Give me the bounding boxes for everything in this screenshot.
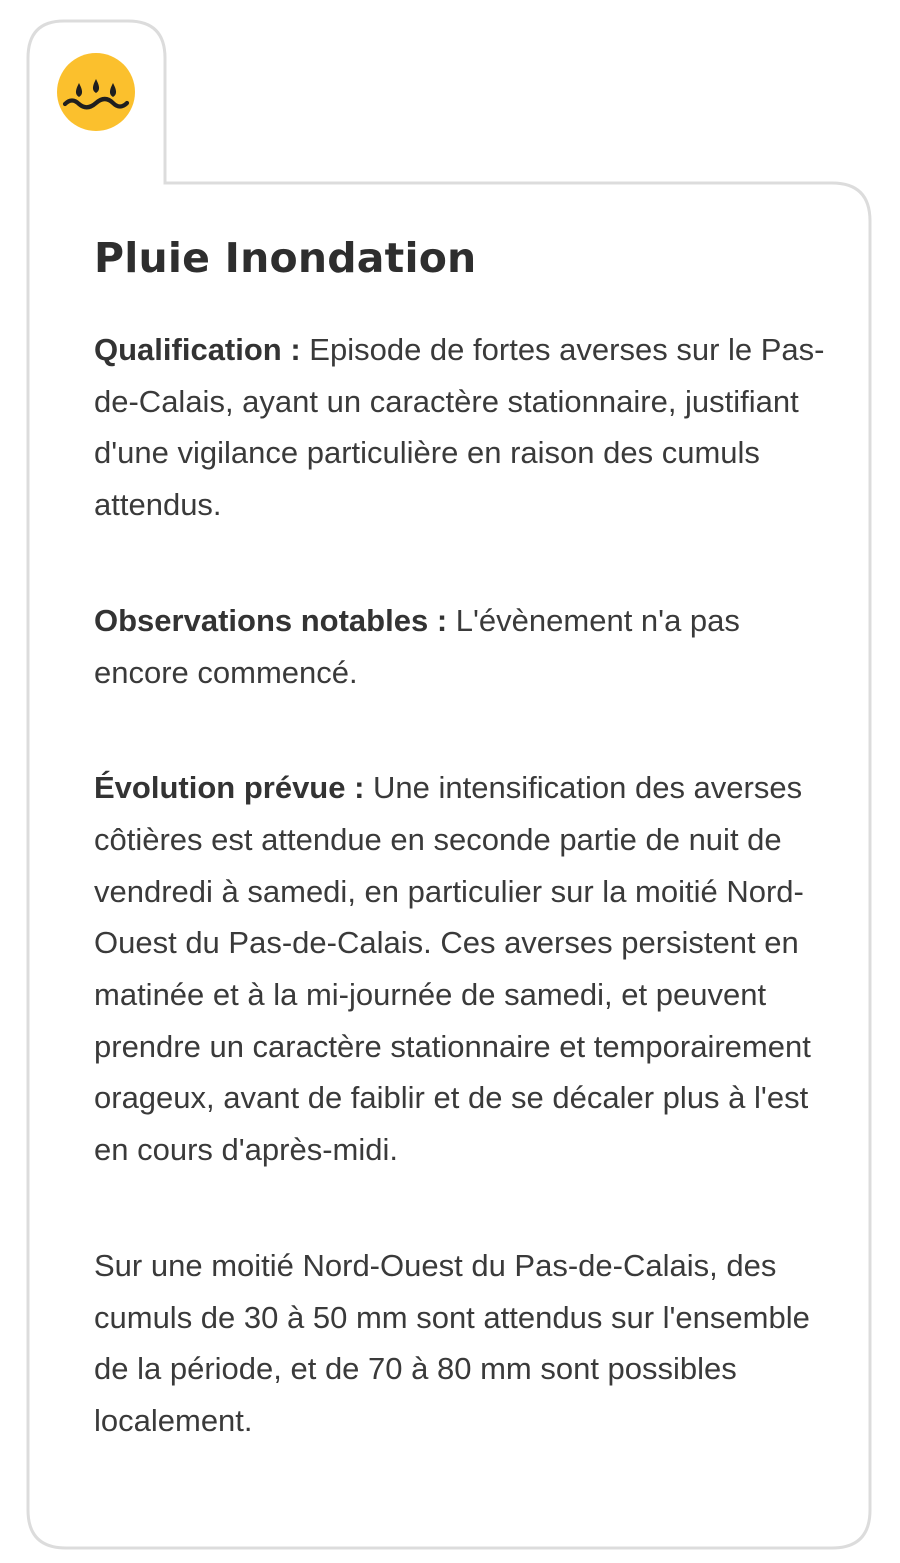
card-content xyxy=(94,228,834,1447)
qualification-paragraph xyxy=(94,324,834,531)
evolution-label: Évolution prévue : xyxy=(94,770,374,806)
card-title: Pluie Inondation xyxy=(94,234,477,282)
observations-text: L'évènement n'a pas encore commencé. xyxy=(94,602,740,690)
evolution-paragraph xyxy=(94,762,834,1176)
qualification-text: Episode de fortes averses sur le Pas-de-Calais, ayant un caractère stationnaire, justifiant d'une vigilance particulière en raison des cumuls attendus. xyxy=(94,332,825,523)
observations-label: Observations notables : xyxy=(94,602,456,638)
cumuls-paragraph: Sur une moitié Nord-Ouest du Pas-de-Calais, des cumuls de 30 à 50 mm sont attendus sur l'ensemble de la période, et de 70 à 80 mm sont possibles localement. xyxy=(94,1247,810,1438)
observations-paragraph xyxy=(94,595,834,698)
qualification-label: Qualification : xyxy=(94,332,310,367)
evolution-text: Une intensification des averses côtières est attendue en seconde partie de nuit de vendredi à samedi, en particulier sur la moitié Nord-Ouest du Pas-de-Calais. Ces averses persistent en matinée et à la mi-journée de samedi, et peuvent prendre un caractère stationnaire et temporairement orageux, avant de faiblir et de se décaler plus à l'est en cours d'après-midi. xyxy=(94,770,811,1168)
rain-flood-icon xyxy=(56,52,136,132)
